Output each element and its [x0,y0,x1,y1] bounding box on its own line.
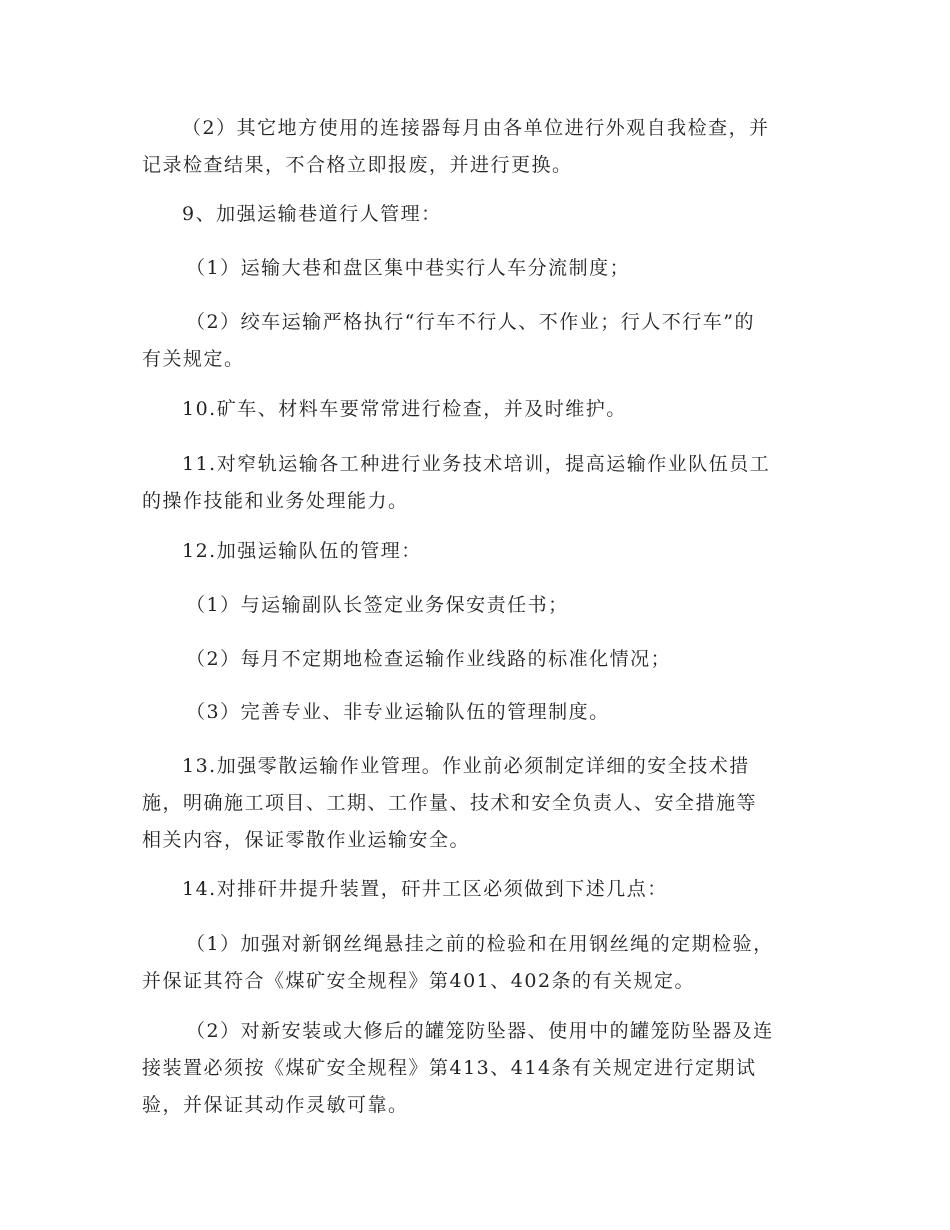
paragraph-connector-inspection [142,110,806,184]
text-line: 13.加强零散运输作业管理。作业前必须制定详细的安全技术措 [182,755,750,777]
text-line: （2）对新安装或大修后的罐笼防坠器、使用中的罐笼防坠器及连 [186,1020,774,1042]
text-line: 记录检查结果，不合格立即报废，并进行更换。 [142,154,573,176]
paragraph-heading-item-12 [142,533,806,570]
text-line: （2）绞车运输严格执行“行车不行人、不作业；行人不行车”的 [186,311,756,333]
text-line: 9、加强运输巷道行人管理： [182,203,442,225]
text-line: 并保证其符合《煤矿安全规程》第401、402条的有关规定。 [142,970,696,992]
paragraph-subitem-2 [142,641,806,678]
text-line: （1）运输大巷和盘区集中巷实行人车分流制度； [186,257,631,279]
text-line: （1）加强对新钢丝绳悬挂之前的检验和在用钢丝绳的定期检验， [186,933,774,955]
paragraph-subitem-1 [142,926,806,1000]
text-line: 相关内容，保证零散作业运输安全。 [142,829,471,851]
text-line: 接装置必须按《煤矿安全规程》第413、414条有关规定进行定期试 [142,1057,757,1079]
text-line: （2）每月不定期地检查运输作业线路的标准化情况； [186,648,672,670]
text-line: 有关规定。 [142,348,245,370]
text-line: 的操作技能和业务处理能力。 [142,490,409,512]
paragraph-subitem-2 [142,304,806,378]
paragraph-subitem-1 [142,250,806,287]
paragraph-heading-item-14 [142,871,806,908]
paragraph-item-10 [142,391,806,428]
text-line: （2）其它地方使用的连接器每月由各单位进行外观自我检查，并 [182,117,770,139]
text-line: 12.加强运输队伍的管理： [182,540,422,562]
text-line: 验，并保证其动作灵敏可靠。 [142,1094,409,1116]
text-line: 14.对排矸井提升装置，矸井工区必须做到下述几点： [182,878,668,900]
text-line: 10.矿车、材料车要常常进行检查，并及时维护。 [182,398,627,420]
text-line: （3）完善专业、非专业运输队伍的管理制度。 [186,701,610,723]
text-line: 施，明确施工项目、工期、工作量、技术和安全负责人、安全措施等 [142,792,758,814]
paragraph-heading-item-9 [142,196,806,233]
paragraph-subitem-3 [142,694,806,731]
paragraph-subitem-2 [142,1013,806,1124]
paragraph-item-11 [142,446,806,520]
paragraph-item-13 [142,748,806,859]
paragraph-subitem-1 [142,587,806,624]
text-line: 11.对窄轨运输各工种进行业务技术培训，提高运输作业队伍员工 [182,453,771,475]
text-line: （1）与运输副队长签定业务保安责任书； [186,594,569,616]
